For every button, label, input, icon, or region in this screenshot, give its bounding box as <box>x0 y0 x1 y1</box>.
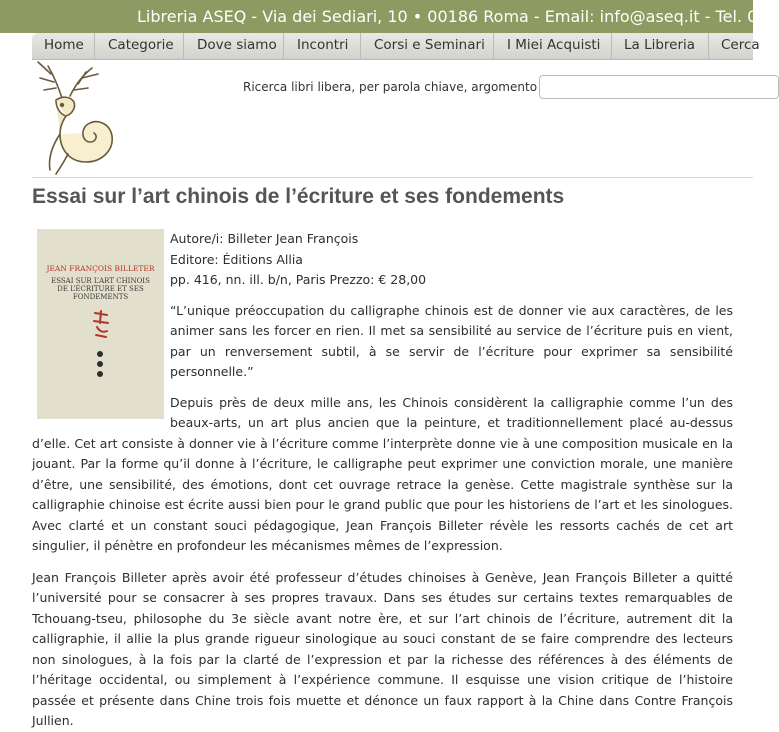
book-description: Depuis près de deux mille ans, les Chinois considèrent la calligraphie comme l’un des beaux-arts, un art plus ancien que la peinture, et traditionnellement placé au-dessus d’elle. Cet art consiste à donner vie à l’écriture comme l’interprète donne vie à une composition musicale en la jouant. Par la forme qu’il donne à l’écriture, le calligraphe peut exprimer une conviction morale, une manière d’être, une sensibilité, des émotions, dont cet ouvrage retrace la genèse. Cette magistrale synthèse sur la calligraphie chinoise est écrite aussi bien pour le grand public que pour les historiens de l’art et les sinologues. Avec clarté et un constant souci pédagogique, Jean François Billeter révèle les ressorts cachés de cet art singulier, il pénètre en profondeur les mécanismes mêmes de l’expression. <box>32 394 733 553</box>
author-biography: Jean François Billeter après avoir été professeur d’études chinoises à Genève, Jean François Billeter a quitté l’université pour se consacrer à ses propres travaux. Dans ses études sur certains textes remarquables de Tchouang-tseu, philosophe du 3e siècle avant notre ère, et sur l’art chinois de l’écriture, autrement dit la calligraphie, il allie la plus grande rigueur sinologique au souci constant de se faire comprendre des lecteurs non sinologues, à la fois par la clarté de l’expression et par la richesse des références à des éléments de l’héritage occidental, ou simplement à l’expérience commune. Il esquisse une vision critique de l’histoire passée et présente dans Chine trois fois muette et dénonce un faux rapport à la Chine dans Contre François Jullien. <box>32 569 733 728</box>
book-publisher: Editore: Éditions Allia <box>170 251 303 267</box>
menu-item-la-libreria[interactable]: La Libreria <box>624 37 696 53</box>
menu-item-dove-siamo[interactable]: Dove siamo <box>197 37 277 53</box>
menu-separator <box>493 33 494 59</box>
book-quote: “L’unique préoccupation du calligraphe chinois est de donner vie aux caractères, de les animer sans les forcer en rien. Il met sa sensibilité au service de l’écriture puis en vient, par un renversement subtil, à se servir de l’écriture pour exprimer sa sensibilité personnelle.” <box>170 302 733 379</box>
page-title: Essai sur l’art chinois de l’écriture et ses fondements <box>32 185 565 208</box>
menu-item-miei-acquisti[interactable]: I Miei Acquisti <box>507 37 601 53</box>
cover-spacer <box>32 229 170 429</box>
menu-separator <box>283 33 284 59</box>
book-author: Autore/i: Billeter Jean François <box>170 231 359 246</box>
menu-separator <box>611 33 612 59</box>
menu-item-categorie[interactable]: Categorie <box>108 37 174 53</box>
cover-author: JEAN FRANÇOIS BILLETER <box>46 264 155 273</box>
cover-title-line: DE L’ÉCRITURE ET SES FONDEMENTS <box>57 285 144 301</box>
menu-separator <box>360 33 361 59</box>
search-input[interactable] <box>539 75 779 99</box>
search-label: Ricerca libri libera, per parola chiave, argomento <box>243 80 538 94</box>
contact-bar <box>0 0 768 33</box>
book-pages-price: pp. 416, nn. ill. b/n, Paris Prezzo: € 28,00 <box>170 272 427 287</box>
menu-item-cerca[interactable]: Cerca <box>721 37 760 53</box>
menu-separator <box>708 33 709 59</box>
menu-item-corsi-seminari[interactable]: Corsi e Seminari <box>374 37 485 53</box>
stag-logo-icon[interactable] <box>26 50 141 180</box>
cover-title-line: ESSAI SUR L’ART CHINOIS <box>51 277 150 285</box>
book-details <box>32 229 733 732</box>
menu-separator <box>183 33 184 59</box>
contact-text: Libreria ASEQ - Via dei Sediari, 10 • 00186 Roma - Email: info@aseq.it - Tel. 06 <box>137 7 768 26</box>
menu-item-home[interactable]: Home <box>44 37 84 53</box>
header-divider <box>32 177 753 178</box>
menu-item-incontri[interactable]: Incontri <box>297 37 349 53</box>
